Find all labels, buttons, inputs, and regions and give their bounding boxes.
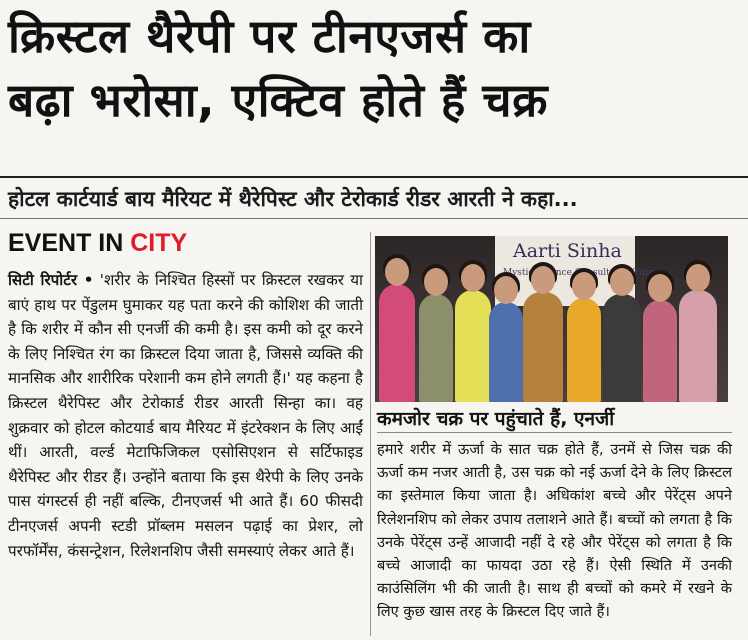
banner-title: Aarti Sinha (513, 240, 622, 262)
headline (8, 4, 740, 132)
section-tag-city: CITY (130, 229, 188, 257)
subhead-rule (0, 218, 748, 219)
event-photo (375, 236, 728, 402)
byline: सिटी रिपोर्टर • (8, 271, 94, 289)
top-rule (0, 176, 748, 178)
person-figure (567, 298, 601, 402)
person-figure (643, 300, 677, 402)
person-figure (603, 294, 641, 402)
person-figure (379, 284, 415, 402)
left-article (8, 268, 363, 563)
headline-line-1: क्रिस्टल थैरेपी पर टीनएजर्स का (8, 9, 531, 63)
person-figure (523, 292, 563, 402)
section-tag-event: EVENT IN (8, 229, 131, 257)
person-figure (419, 294, 453, 402)
subheadline: होटल कार्टयार्ड बाय मैरियट में थैरेपिस्ट और टेरोकार्ड रीडर आरती ने कहा... (8, 187, 578, 211)
right-title-rule (377, 432, 732, 433)
section-tag (8, 228, 187, 258)
person-figure (489, 302, 523, 402)
banner-subtitle: Mystic Consultant Tutor (503, 268, 659, 278)
person-figure (679, 290, 717, 402)
right-article-body: हमारे शरीर में ऊर्जा के सात चक्र होते हैं, उनमें से जिस चक्र की ऊर्जा कम नजर आती है, उस चक्र को नई ऊर्जा देने के लिए क्रिस्टल का इस्तेमाल किया जाता है। अधिकांश बच्चे और पेरेंट्स अपने रिलेशनशिप को लेकर उपाय तलाशने आते हैं। बच्चों को लगता है कि उनके पेरेंट्स उन्हें आजादी नहीं दे रहे और पेरेंट्स को लगता है कि बच्चे आजादी का फायदा उठा रहे हैं। ऐसी स्थिति में उनकी काउंसिलिंग भी की जाती है। साथ ही बच्चों को कमरे में रखने के लिए कुछ खास तरह के क्रिस्टल दिए जाते हैं। (377, 441, 732, 621)
right-article-title: कमजोर चक्र पर पहुंचाते हैं, एनर्जी (377, 408, 615, 430)
person-figure (455, 290, 491, 402)
left-article-body: 'शरीर के निश्चित हिस्सों पर क्रिस्टल रखकर या बाएं हाथ पर पेंडुलम घुमाकर यह पता करने की कोशिश की जाती है कि शरीर में कौन सी एनर्जी की कमी है। इस कमी को दूर करने के लिए निश्चित रंग का क्रिस्टल दिया जाता है, जिससे व्यक्ति की मानसिक और शारीरिक परेशानी कम होने लगती हैं।' यह कहना है क्रिस्टल थैरेपिस्ट और टेरोकार्ड रीडर आरती सिन्हा का। वह शुक्रवार को होटल कोटयार्ड बाय मैरियट में इंटरेक्शन के लिए आईं थीं। आरती, वर्ल्ड मेटाफिजिकल एसोसिएशन से सर्टिफाइड थैरेपिस्ट और रीडर हैं। उन्होंने बताया कि इस थैरेपी के लिए उनके पास यंगस्टर्स ही नहीं बल्कि, टीनएजर्स भी आते हैं। 60 फीसदी टीनएजर्स अपनी स्टडी प्रॉब्लम मसलन पढ़ाई का प्रेशर, लो परफॉर्मेंस, कंसन्ट्रेशन, रिलेशनशिप जैसी समस्याएं लेकर आते हैं। (8, 271, 363, 560)
headline-line-2: बढ़ा भरोसा, एक्टिव होते हैं चक्र (8, 73, 548, 127)
column-divider (370, 232, 371, 636)
